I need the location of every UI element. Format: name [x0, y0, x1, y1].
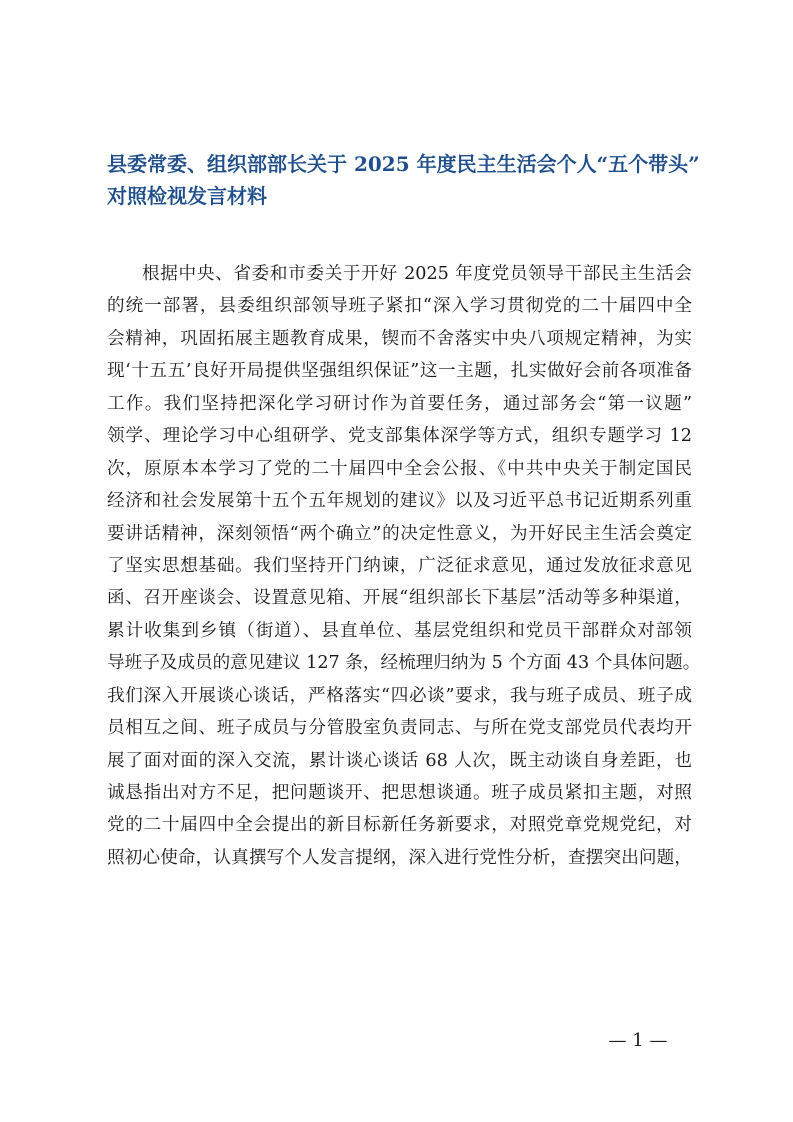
title-line: 对照检视发言材料 [107, 184, 267, 208]
body-line: 我们深入开展谈心谈话，严格落实“四必谈”要求，我与班子成员、班子成 [107, 685, 692, 706]
body-line: 次，原原本本学习了党的二十届四中全会公报、《中共中央关于制定国民 [107, 458, 692, 479]
body-text [107, 258, 701, 874]
body-line: 经济和社会发展第十五个五年规划的建议》以及习近平总书记近期系列重 [107, 491, 692, 512]
document-title [107, 148, 707, 212]
body-line: 要讲话精神，深刻领悟“两个确立”的决定性意义，为开好民主生活会奠定 [107, 523, 692, 544]
body-line: 党的二十届四中全会提出的新目标新任务新要求，对照党章党规党纪，对 [107, 815, 692, 836]
body-line: 根据中央、省委和市委关于开好 2025 年度党员领导干部民主生活会 [142, 264, 692, 284]
body-line: 员相互之间、班子成员与分管股室负责同志、与所在党支部党员代表均开 [107, 718, 692, 739]
body-line: 累计收集到乡镇（街道）、县直单位、基层党组织和党员干部群众对部领 [107, 620, 692, 641]
body-line: 了坚实思想基础。我们坚持开门纳谏，广泛征求意见，通过发放征求意见 [107, 555, 692, 576]
body-line: 现‘十五五’良好开局提供坚强组织保证”这一主题，扎实做好会前各项准备 [107, 361, 692, 382]
body-line: 的统一部署，县委组织部领导班子紧扣“深入学习贯彻党的二十届四中全 [107, 296, 692, 317]
body-line: 领学、理论学习中心组研学、党支部集体深学等方式，组织专题学习 12 [107, 426, 692, 447]
page-number: — 1 — [608, 1030, 668, 1051]
title-line: 县委常委、组织部部长关于 2025 年度民主生活会个人“五个带头” [107, 152, 700, 176]
body-line: 展了面对面的深入交流，累计谈心谈话 68 人次，既主动谈自身差距，也 [107, 750, 692, 771]
body-line: 诚恳指出对方不足，把问题谈开、把思想谈通。班子成员紧扣主题，对照 [107, 783, 692, 803]
body-line: 工作。我们坚持把深化学习研讨作为首要任务，通过部务会“第一议题” [107, 393, 692, 414]
body-line: 函、召开座谈会、设置意见箱、开展“组织部长下基层”活动等多种渠道， [107, 588, 692, 609]
body-line: 照初心使命，认真撰写个人发言提纲，深入进行党性分析，查摆突出问题， [107, 847, 692, 868]
body-line: 会精神，巩固拓展主题教育成果，锲而不舍落实中央八项规定精神，为实 [107, 328, 692, 349]
body-line: 导班子及成员的意见建议 127 条，经梳理归纳为 5 个方面 43 个具体问题。 [107, 653, 701, 674]
